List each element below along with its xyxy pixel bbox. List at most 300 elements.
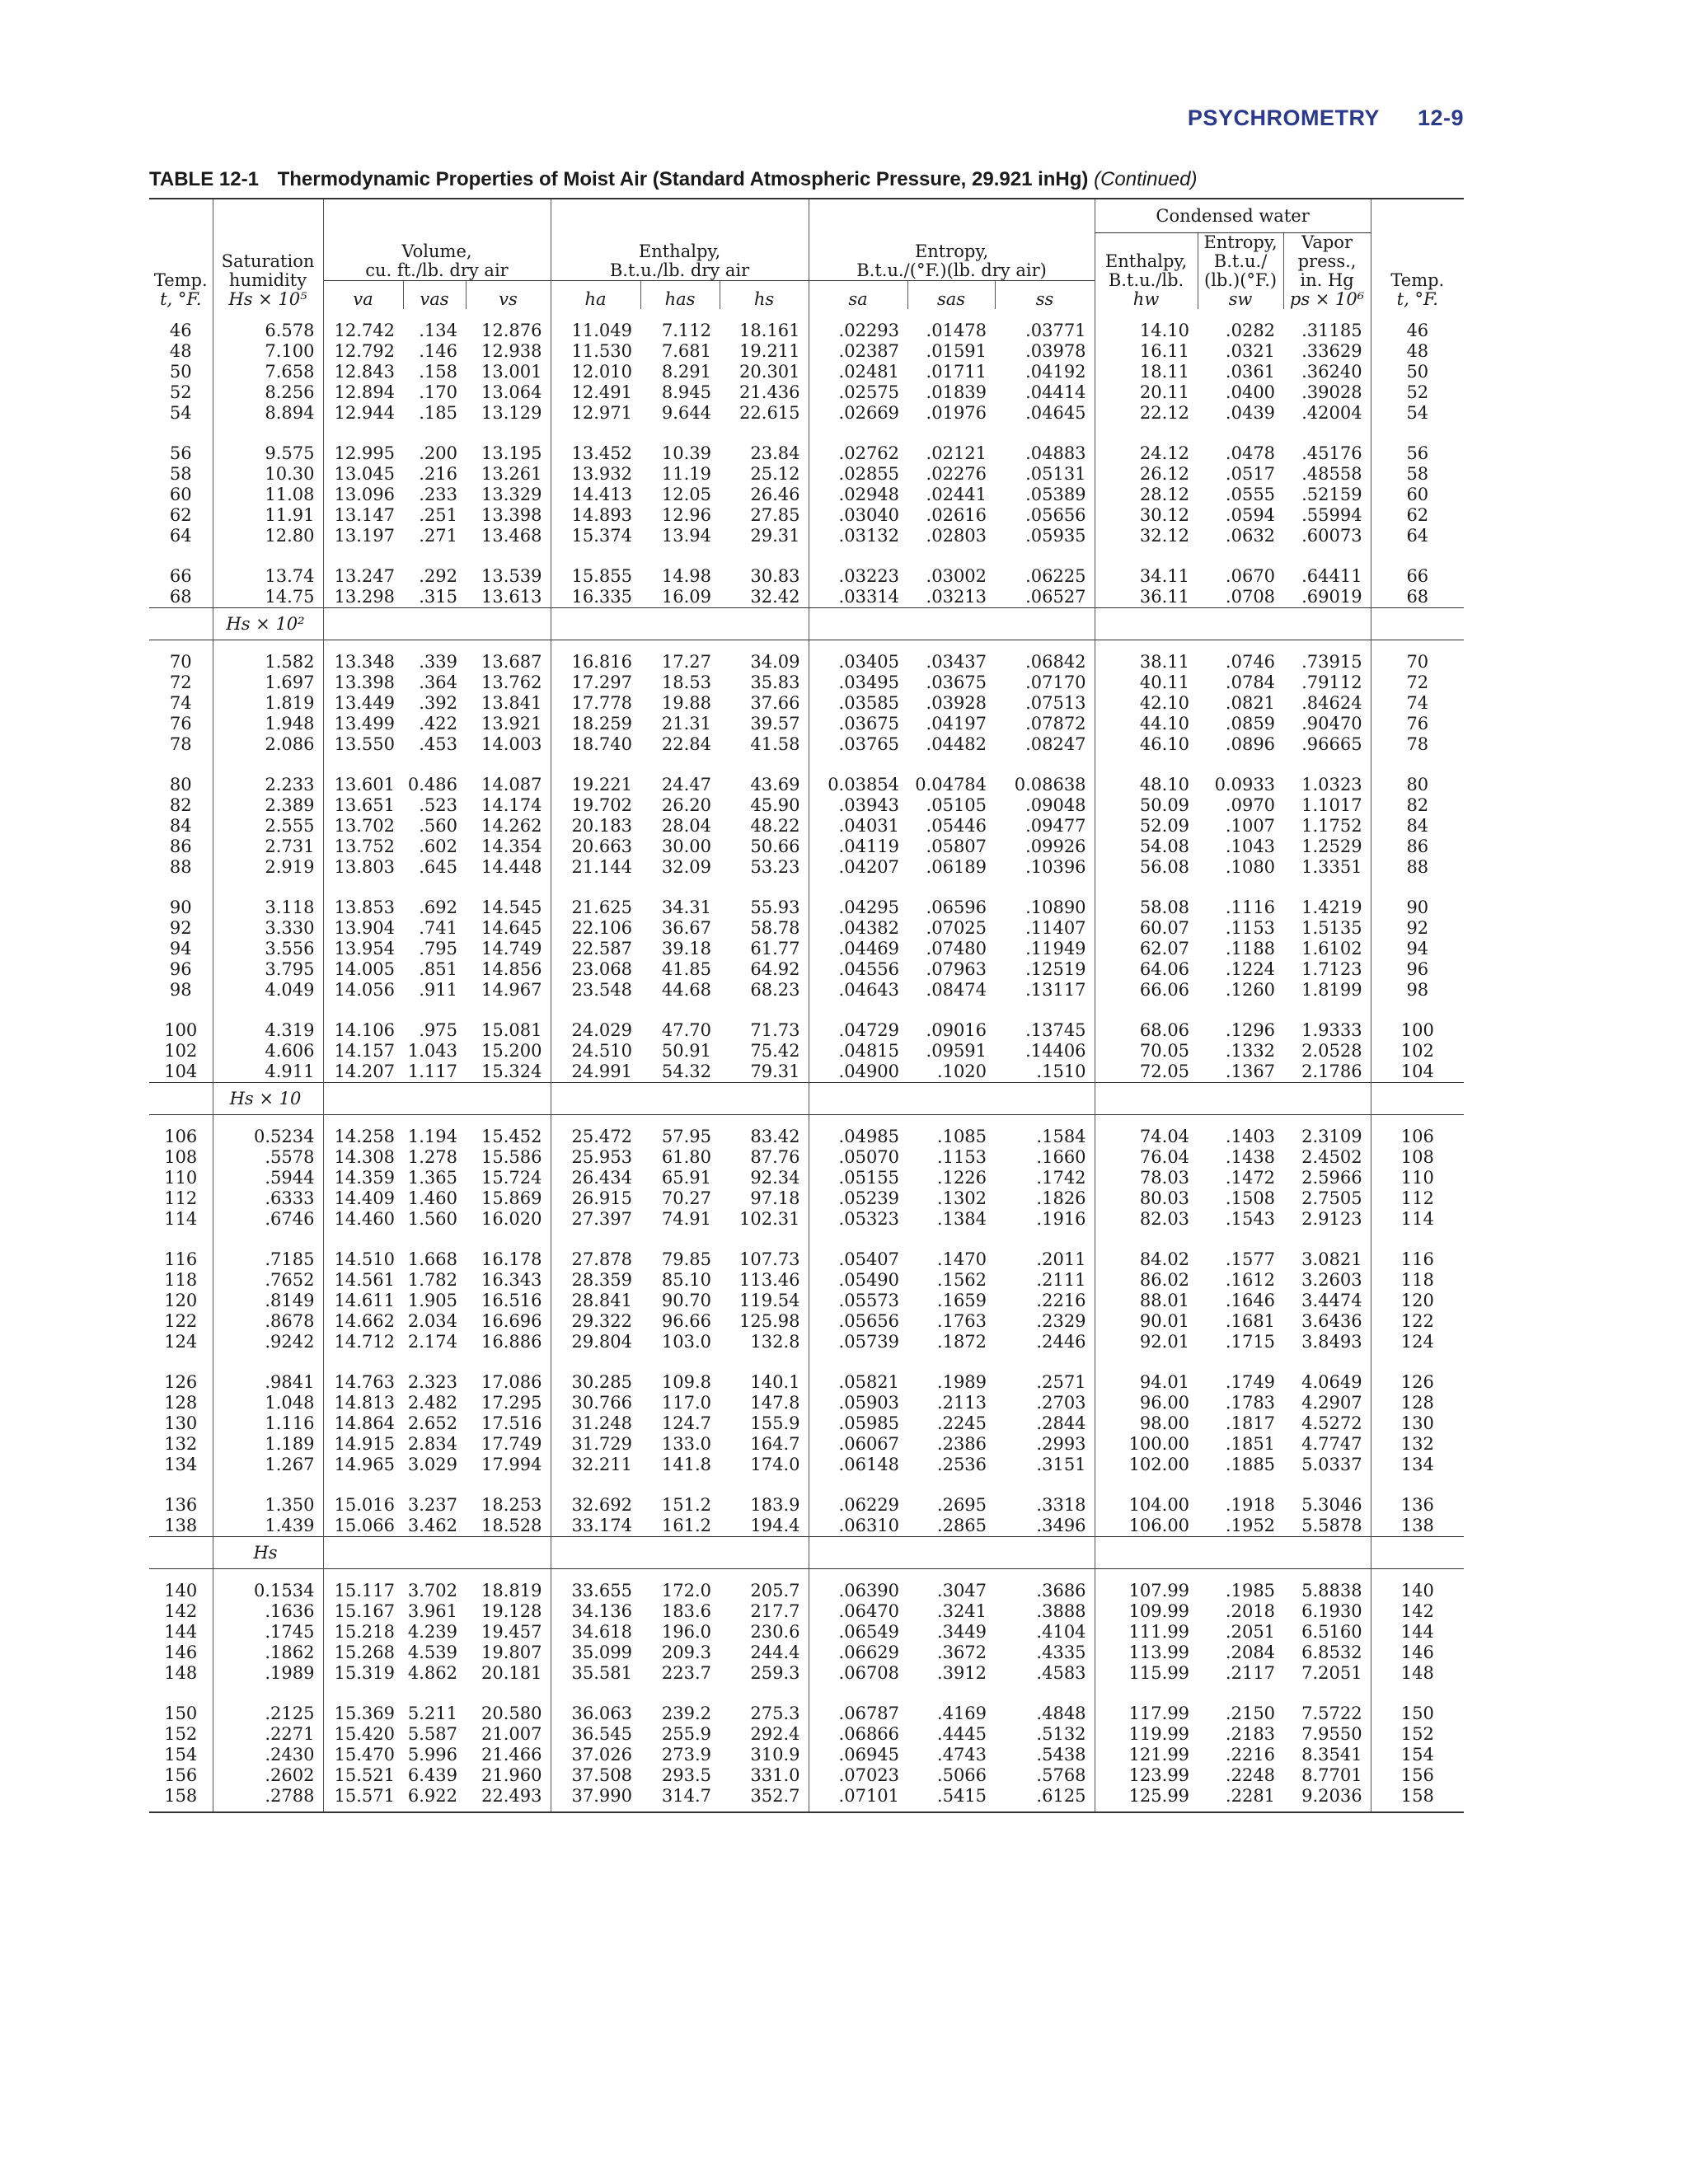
table-cell: 9.644 <box>661 403 711 423</box>
table-cell: 34.618 <box>551 1622 640 1643</box>
table-cell: 90 <box>169 898 192 917</box>
table-row <box>149 837 1464 857</box>
table-cell: 20.301 <box>739 362 800 382</box>
table-cell: .69019 <box>1301 587 1362 607</box>
table-cell: .1302 <box>936 1188 987 1208</box>
table-cell: 50 <box>1371 362 1464 382</box>
table-cell: 44.68 <box>661 980 711 1000</box>
table-cell: .05446 <box>926 816 987 836</box>
table-cell: .2111 <box>1036 1270 1086 1290</box>
table-cell: .03675 <box>809 714 907 734</box>
table-cell: 205.7 <box>750 1581 800 1601</box>
table-cell: 1.4219 <box>1301 898 1362 917</box>
table-cell: 147.8 <box>750 1393 800 1413</box>
table-cell: .09926 <box>1025 837 1086 856</box>
table-cell: 15.268 <box>323 1643 403 1663</box>
table-cell: 32.12 <box>1095 526 1198 546</box>
page-number: 12-9 <box>1417 105 1464 130</box>
table-cell: 4.7747 <box>1301 1434 1362 1454</box>
table-cell: 16.178 <box>481 1249 542 1269</box>
table-row <box>149 1745 1464 1765</box>
table-cell: 17.27 <box>661 652 711 672</box>
table-cell: .1872 <box>936 1332 987 1352</box>
table-cell: 36.67 <box>661 918 711 938</box>
table-cell: .1783 <box>1225 1393 1276 1413</box>
table-cell: 41.58 <box>750 734 800 754</box>
col-group-volume: Volume, cu. ft./lb. dry air <box>323 199 551 281</box>
table-cell: 13.329 <box>481 485 542 504</box>
table-row <box>149 959 1464 980</box>
table-cell: .03223 <box>809 566 907 587</box>
table-cell: 48.10 <box>1095 775 1198 795</box>
table-cell: 7.681 <box>661 341 711 361</box>
table-cell: 25.953 <box>551 1147 640 1168</box>
table-cell: 62.07 <box>1095 939 1198 959</box>
table-cell: 146 <box>164 1643 198 1662</box>
table-row <box>149 1516 1464 1537</box>
table-cell: 32.211 <box>551 1455 640 1475</box>
table-cell: .5578 <box>213 1147 323 1168</box>
table-cell: 13.499 <box>323 714 403 734</box>
table-cell: 12.876 <box>481 321 542 340</box>
table-cell: 72 <box>169 673 192 692</box>
table-cell: .04469 <box>809 939 907 959</box>
table-cell: .1080 <box>1225 857 1276 877</box>
table-cell: 18.161 <box>739 321 800 340</box>
table-cell: 96.00 <box>1095 1393 1198 1413</box>
table-cell: 28.12 <box>1095 485 1198 505</box>
table-cell: 24.12 <box>1095 443 1198 464</box>
table-cell: 3.6436 <box>1301 1311 1362 1331</box>
table-cell: 14.545 <box>481 898 542 917</box>
table-cell: 22.615 <box>739 403 800 423</box>
table-cell: 15.452 <box>481 1127 542 1146</box>
table-row <box>149 898 1464 918</box>
table-cell: 56 <box>169 443 192 463</box>
table-cell: 28.841 <box>551 1291 640 1311</box>
table-cell: .05903 <box>809 1393 907 1413</box>
table-cell: .2271 <box>213 1724 323 1745</box>
table-cell: 1.697 <box>213 673 323 693</box>
table-cell: .9242 <box>213 1332 323 1352</box>
table-cell: 20.183 <box>551 816 640 837</box>
col-saturation-humidity: Saturation humidity Hs × 10⁵ <box>213 199 323 309</box>
table-cell: 14.460 <box>323 1209 403 1230</box>
table-cell: 13.129 <box>481 403 542 423</box>
table-cell: 29.31 <box>750 526 800 546</box>
table-cell: 23.068 <box>551 959 640 980</box>
table-cell: .1153 <box>936 1147 987 1167</box>
table-body <box>149 309 1464 1812</box>
table-cell: .170 <box>419 382 457 402</box>
table-cell: 8.3541 <box>1301 1745 1362 1765</box>
col-ss: ss <box>995 281 1095 310</box>
table-cell: .1763 <box>936 1311 987 1331</box>
table-cell: 136 <box>1371 1495 1464 1516</box>
table-cell: 106 <box>1371 1115 1464 1148</box>
table-cell: 118 <box>164 1270 198 1290</box>
table-row <box>149 1393 1464 1413</box>
table-cell: .06310 <box>809 1516 907 1537</box>
section-label-row <box>149 1083 1464 1115</box>
running-head <box>1188 105 1464 131</box>
table-cell: .2245 <box>936 1413 987 1433</box>
table-cell: 19.88 <box>661 693 711 713</box>
table-cell: .05407 <box>809 1249 907 1270</box>
table-cell: 90 <box>1371 898 1464 918</box>
table-cell: 1.1017 <box>1301 795 1362 815</box>
table-cell: 26.434 <box>551 1168 640 1188</box>
table-row <box>149 1062 1464 1083</box>
table-cell: 61.77 <box>750 939 800 958</box>
table-row <box>149 1372 1464 1393</box>
table-cell: 102.31 <box>739 1209 800 1229</box>
table-cell: .1659 <box>936 1291 987 1310</box>
table-cell: .1296 <box>1225 1020 1276 1040</box>
table-cell: 138 <box>1371 1516 1464 1537</box>
table-cell: 20.663 <box>551 837 640 857</box>
table-cell: 43.69 <box>750 775 800 794</box>
table-cell: 60 <box>169 485 192 504</box>
table-row <box>149 734 1464 755</box>
table-cell: 97.18 <box>750 1188 800 1208</box>
table-cell: 61.80 <box>661 1147 711 1167</box>
table-cell: 34.09 <box>750 652 800 672</box>
table-cell: 64 <box>1371 526 1464 546</box>
table-cell: 4.2907 <box>1301 1393 1362 1413</box>
table-row <box>149 1569 1464 1602</box>
table-cell: .692 <box>419 898 457 917</box>
table-cell: .1612 <box>1225 1270 1276 1290</box>
table-cell: 3.556 <box>213 939 323 959</box>
table-cell: 14.174 <box>481 795 542 815</box>
table-cell: 8.256 <box>213 382 323 403</box>
table-cell: 14.413 <box>551 485 640 505</box>
table-cell: 70 <box>169 652 192 672</box>
table-row <box>149 1765 1464 1786</box>
col-temp-left: Temp. t, °F. <box>153 270 208 309</box>
table-cell: 8.291 <box>661 362 711 382</box>
table-cell: 7.658 <box>213 362 323 382</box>
table-cell: .01478 <box>926 321 987 340</box>
table-cell: .2329 <box>1036 1311 1086 1331</box>
table-cell: .0361 <box>1225 362 1276 382</box>
table-cell: 58 <box>169 464 192 484</box>
table-cell: .1508 <box>1225 1188 1276 1208</box>
table-cell: 2.389 <box>213 795 323 816</box>
table-cell: 66 <box>1371 566 1464 587</box>
table-cell: 117.99 <box>1095 1704 1198 1724</box>
table-cell: .2695 <box>936 1495 987 1515</box>
table-cell: 6.922 <box>403 1786 466 1812</box>
table-cell: .392 <box>419 693 457 713</box>
table-row <box>149 505 1464 526</box>
table-cell: 15.200 <box>481 1041 542 1061</box>
table-cell: .05935 <box>1025 526 1086 546</box>
table-row <box>149 714 1464 734</box>
table-cell: 116 <box>164 1249 198 1269</box>
table-row <box>149 382 1464 403</box>
table-cell: 86.02 <box>1095 1270 1198 1291</box>
section-label: Hs <box>213 1537 323 1569</box>
table-cell: .04645 <box>1025 403 1086 423</box>
table-cell: 11.91 <box>213 505 323 526</box>
table-cell: 33.655 <box>551 1569 640 1602</box>
table-cell: .03495 <box>809 673 907 693</box>
col-vas: vas <box>403 281 466 310</box>
table-cell: 23.548 <box>551 980 640 1001</box>
table-cell: .5438 <box>1036 1745 1086 1765</box>
col-water-entropy: Entropy, B.t.u./ (lb.)(°F.) sw <box>1198 233 1283 310</box>
table-cell: 17.297 <box>551 673 640 693</box>
table-cell: 109.99 <box>1095 1601 1198 1622</box>
table-cell: 18.11 <box>1095 362 1198 382</box>
table-cell: 15.117 <box>323 1569 403 1602</box>
table-cell: 130 <box>1371 1413 1464 1434</box>
table-cell: 52.09 <box>1095 816 1198 837</box>
table-cell: 32.42 <box>750 587 800 607</box>
table-cell: .339 <box>419 652 457 672</box>
table-cell: .1749 <box>1225 1372 1276 1392</box>
table-cell: 14.10 <box>1095 309 1198 341</box>
table-cell: 22.493 <box>466 1786 551 1812</box>
table-cell: 2.1786 <box>1301 1062 1362 1081</box>
table-cell: 84 <box>1371 816 1464 837</box>
table-cell: 150 <box>164 1704 198 1723</box>
table-cell: .02121 <box>926 443 987 463</box>
table-cell: .364 <box>419 673 457 692</box>
table-cell: 1.9333 <box>1301 1020 1362 1040</box>
table-cell: 56.08 <box>1095 857 1198 878</box>
table-cell: .04482 <box>926 734 987 754</box>
table-cell: 1.560 <box>407 1209 457 1229</box>
table-cell: 107.73 <box>739 1249 800 1269</box>
table-cell: .01976 <box>926 403 987 423</box>
table-cell: .07963 <box>926 959 987 979</box>
table-cell: .90470 <box>1301 714 1362 733</box>
table-cell: 13.096 <box>323 485 403 505</box>
table-cell: 120 <box>164 1291 198 1310</box>
col-group-entropy: Entropy, B.t.u./(°F.)(lb. dry air) <box>809 199 1095 281</box>
table-cell: 112 <box>164 1188 198 1208</box>
table-cell: 174.0 <box>750 1455 800 1474</box>
table-cell: 14.915 <box>323 1434 403 1455</box>
table-cell: 14.448 <box>481 857 542 877</box>
table-cell: 13.752 <box>323 837 403 857</box>
table-cell: 123.99 <box>1095 1765 1198 1786</box>
table-cell: 13.904 <box>323 918 403 939</box>
table-cell: 196.0 <box>661 1622 711 1642</box>
table-cell: .06549 <box>809 1622 907 1643</box>
table-cell: .05070 <box>809 1147 907 1168</box>
table-cell: 12.971 <box>551 403 640 424</box>
table-cell: 14.662 <box>323 1311 403 1332</box>
table-cell: 14.645 <box>481 918 542 938</box>
table-row <box>149 1115 1464 1148</box>
table-cell: .05131 <box>1025 464 1086 484</box>
table-row <box>149 1020 1464 1041</box>
table-cell: .1952 <box>1225 1516 1276 1535</box>
table-cell: 58 <box>1371 464 1464 485</box>
table-cell: .79112 <box>1301 673 1362 692</box>
table-cell: .3318 <box>1036 1495 1086 1515</box>
table-cell: .0970 <box>1225 795 1276 815</box>
table-cell: 161.2 <box>661 1516 711 1535</box>
table-cell: .0670 <box>1225 566 1276 586</box>
table-cell: 1.278 <box>407 1147 457 1167</box>
table-cell: 55.93 <box>750 898 800 917</box>
table-cell: 18.819 <box>481 1581 542 1601</box>
table-cell: 76.04 <box>1095 1147 1198 1168</box>
section-title: PSYCHROMETRY <box>1187 105 1380 130</box>
table-cell: 96 <box>169 959 192 979</box>
table-cell: 122 <box>1371 1311 1464 1332</box>
table-cell: .0517 <box>1225 464 1276 484</box>
table-cell: .1384 <box>936 1209 987 1229</box>
table-cell: .3672 <box>936 1643 987 1662</box>
table-cell: .1989 <box>213 1663 323 1684</box>
table-cell: 22.12 <box>1095 403 1198 424</box>
table-row <box>149 1413 1464 1434</box>
table-cell: 84.02 <box>1095 1249 1198 1270</box>
table-cell: 121.99 <box>1095 1745 1198 1765</box>
table-cell: 34.11 <box>1095 566 1198 587</box>
table-cell: 92.01 <box>1095 1332 1198 1352</box>
table-cell: 132 <box>164 1434 198 1454</box>
col-ha: ha <box>551 281 640 310</box>
table-cell: 19.807 <box>481 1643 542 1662</box>
table-cell: .975 <box>419 1020 457 1040</box>
table-cell: .3449 <box>936 1622 987 1642</box>
table-cell: 106 <box>164 1127 198 1146</box>
table-cell: .6333 <box>213 1188 323 1209</box>
table-cell: .1332 <box>1225 1041 1276 1061</box>
table-row <box>149 693 1464 714</box>
table-cell: 15.521 <box>323 1765 403 1786</box>
table-cell: .05490 <box>809 1270 907 1291</box>
table-cell: 35.83 <box>750 673 800 692</box>
table-cell: .04729 <box>809 1020 907 1041</box>
table-cell: 13.468 <box>481 526 542 546</box>
table-cell: 11.08 <box>213 485 323 505</box>
table-cell: 48 <box>1371 341 1464 362</box>
table-cell: 22.106 <box>551 918 640 939</box>
table-cell: 14.262 <box>481 816 542 836</box>
table-cell: .795 <box>419 939 457 958</box>
table-cell: .1660 <box>1036 1147 1086 1167</box>
table-cell: 14.967 <box>481 980 542 1000</box>
table-cell: .1403 <box>1225 1127 1276 1146</box>
table-cell: 154 <box>1371 1745 1464 1765</box>
table-cell: 58.08 <box>1095 898 1198 918</box>
psychrometry-table <box>149 198 1464 1813</box>
table-cell: .04883 <box>1025 443 1086 463</box>
table-cell: 50.91 <box>661 1041 711 1061</box>
table-cell: .06866 <box>809 1724 907 1745</box>
col-has: has <box>640 281 720 310</box>
table-cell: 13.954 <box>323 939 403 959</box>
table-cell: .06470 <box>809 1601 907 1622</box>
table-cell: 90.70 <box>661 1291 711 1310</box>
table-cell: 21.625 <box>551 898 640 918</box>
table-row <box>149 464 1464 485</box>
table-cell: 13.921 <box>481 714 542 733</box>
table-cell: 46 <box>1371 309 1464 341</box>
table-cell: 33.174 <box>551 1516 640 1537</box>
table-cell: .5768 <box>1036 1765 1086 1785</box>
table-cell: 30.83 <box>750 566 800 586</box>
table-cell: .0708 <box>1225 587 1276 607</box>
table-cell: .560 <box>419 816 457 836</box>
table-cell: 54 <box>1371 403 1464 424</box>
table-cell: 29.804 <box>551 1332 640 1352</box>
table-cell: 13.94 <box>661 526 711 546</box>
table-cell: 119.99 <box>1095 1724 1198 1745</box>
table-cell: .05155 <box>809 1168 907 1188</box>
table-cell: 14.965 <box>323 1455 403 1475</box>
table-row <box>149 1041 1464 1062</box>
table-row <box>149 640 1464 673</box>
table-cell: 2.7505 <box>1301 1188 1362 1208</box>
table-cell: 19.128 <box>481 1601 542 1621</box>
table-row <box>149 1786 1464 1812</box>
table-cell: .2248 <box>1225 1765 1276 1785</box>
table-cell: 13.449 <box>323 693 403 714</box>
table-cell: .45176 <box>1301 443 1362 463</box>
table-cell: 115.99 <box>1095 1663 1198 1684</box>
table-cell: 13.853 <box>323 898 403 918</box>
table-cell: 0.0933 <box>1214 775 1276 794</box>
table-cell: 60 <box>1371 485 1464 505</box>
table-row <box>149 1332 1464 1352</box>
table-cell: .1510 <box>1036 1062 1086 1081</box>
table-cell: .2011 <box>1036 1249 1086 1269</box>
table-cell: 104 <box>164 1062 198 1081</box>
table-cell: 34.136 <box>551 1601 640 1622</box>
table-cell: .1260 <box>1225 980 1276 1000</box>
table-row <box>149 1188 1464 1209</box>
table-cell: .07023 <box>809 1765 907 1786</box>
table-cell: 17.295 <box>481 1393 542 1413</box>
table-cell: 148 <box>164 1663 198 1683</box>
table-cell: 2.3109 <box>1301 1127 1362 1146</box>
table-cell: 172.0 <box>661 1581 711 1601</box>
table-cell: 32.692 <box>551 1495 640 1516</box>
table-cell: 132 <box>1371 1434 1464 1455</box>
table-cell: .04295 <box>809 898 907 918</box>
table-title: Thermodynamic Properties of Moist Air (Standard Atmospheric Pressure, 29.921 inHg) <box>277 168 1089 190</box>
table-row <box>149 526 1464 546</box>
table-cell: 6.439 <box>407 1765 457 1785</box>
table-cell: 27.878 <box>551 1249 640 1270</box>
table-cell: 13.601 <box>323 775 403 795</box>
table-cell: 7.5722 <box>1301 1704 1362 1723</box>
table-cell: .73915 <box>1301 652 1362 672</box>
table-cell: 110 <box>1371 1168 1464 1188</box>
table-cell: .03437 <box>926 652 987 672</box>
table-cell: 15.081 <box>481 1020 542 1040</box>
table-cell: 0.04784 <box>915 775 987 794</box>
table-caption <box>149 168 1468 191</box>
table-cell: 114 <box>164 1209 198 1229</box>
table-cell: .2018 <box>1225 1601 1276 1621</box>
table-cell: 13.803 <box>323 857 403 878</box>
table-cell: .02855 <box>809 464 907 485</box>
table-row <box>149 1495 1464 1516</box>
table-row <box>149 309 1464 341</box>
table-cell: 25.12 <box>750 464 800 484</box>
table-cell: 46.10 <box>1095 734 1198 755</box>
